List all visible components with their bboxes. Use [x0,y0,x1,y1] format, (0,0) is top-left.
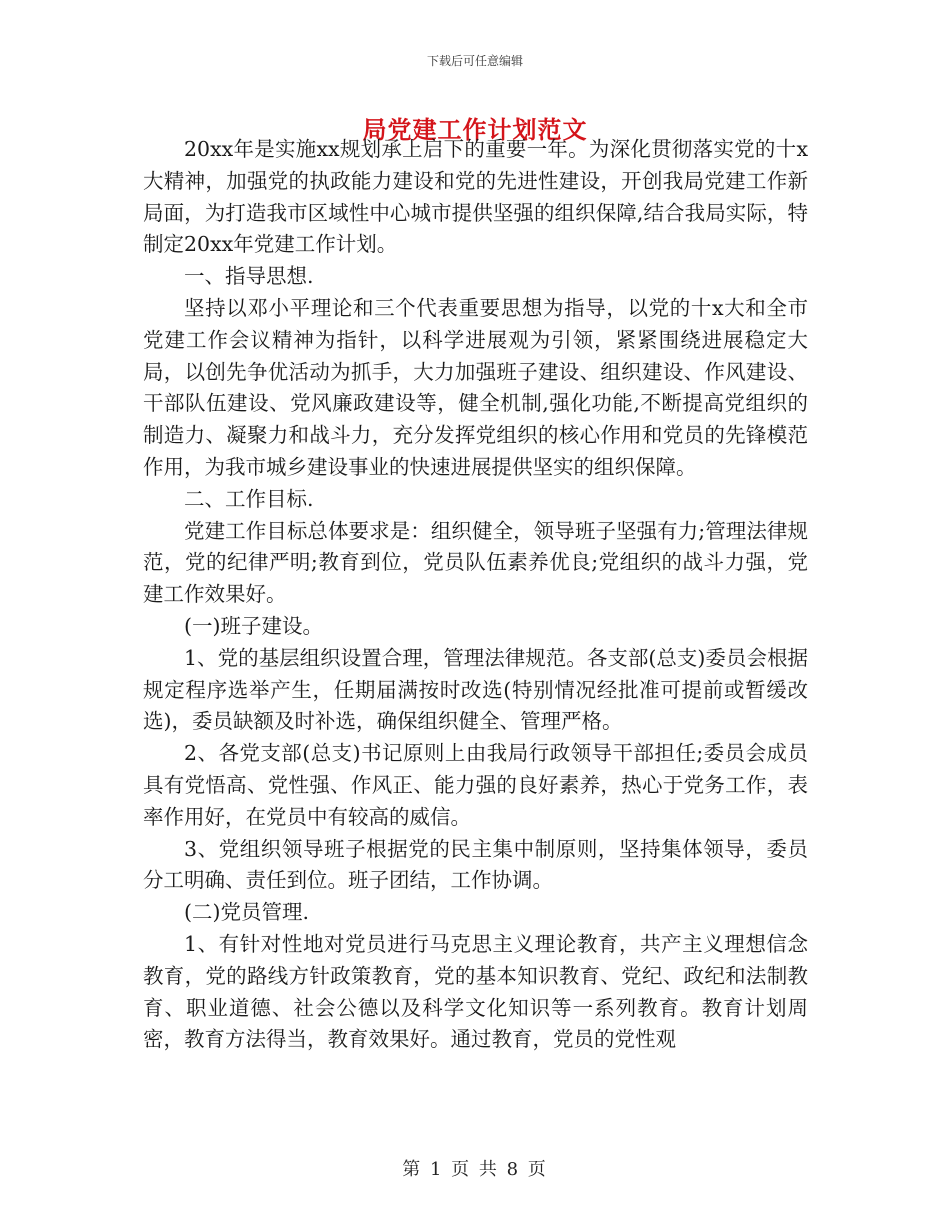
paragraph-team-item-3: 3、党组织领导班子根据党的民主集中制原则，坚持集体领导，委员分工明确、责任到位。班子团结，工作协调。 [143,836,808,893]
paragraph-intro: 20xx年是实施xx规划承上启下的重要一年。为深化贯彻落实党的十x大精神，加强党的执政能力建设和党的先进性建设，开创我局党建工作新局面，为打造我市区域性中心城市提供坚强的组织保障,结合我局实际，特制定20xx年党建工作计划。 [143,137,808,257]
paragraph-guiding-thought: 坚持以邓小平理论和三个代表重要思想为指导，以党的十x大和全市党建工作会议精神为指针，以科学进展观为引领，紧紧围绕进展稳定大局，以创先争优活动为抓手，大力加强班子建设、组织建设、作风建设、干部队伍建设、党风廉政建设等，健全机制,强化功能,不断提高党组织的制造力、凝聚力和战斗力，充分发挥党组织的核心作用和党员的先锋模范作用，为我市城乡建设事业的快速进展提供坚实的组织保障。 [143,295,808,479]
section-heading-guiding-thought: 一、指导思想. [184,264,314,289]
header-note: 下载后可任意编辑 [426,54,523,68]
paragraph-member-item-1: 1、有针对性地对党员进行马克思主义理论教育，共产主义理想信念教育，党的路线方针政策教育，党的基本知识教育、党纪、政纪和法制教育、职业道德、社会公德以及科学文化知识等一系列教育。教育计划周密，教育方法得当，教育效果好。通过教育，党员的党性观 [143,931,808,1052]
paragraph-team-item-2: 2、各党支部(总支)书记原则上由我局行政领导干部担任;委员会成员具有党悟高、党性强、作风正、能力强的良好素养，热心于党务工作，表率作用好，在党员中有较高的威信。 [143,741,808,829]
page-number-footer: 第 1 页 共 8 页 [402,1159,548,1180]
subsection-heading-team-building: (一)班子建设。 [184,613,323,638]
paragraph-work-goals: 党建工作目标总体要求是：组织健全，领导班子坚强有力;管理法律规范，党的纪律严明;教育到位，党员队伍素养优良;党组织的战斗力强，党建工作效果好。 [143,518,808,607]
paragraph-team-item-1: 1、党的基层组织设置合理，管理法律规范。各支部(总支)委员会根据规定程序选举产生，任期届满按时改选(特别情况经批准可提前或暂缓改选)，委员缺额及时补选，确保组织健全、管理严格。 [143,645,808,734]
subsection-heading-member-management: (二)党员管理. [184,900,310,925]
section-heading-work-goals: 二、工作目标. [184,486,314,511]
document-title: 局党建工作计划范文 [362,115,588,144]
document-body [143,134,808,1056]
